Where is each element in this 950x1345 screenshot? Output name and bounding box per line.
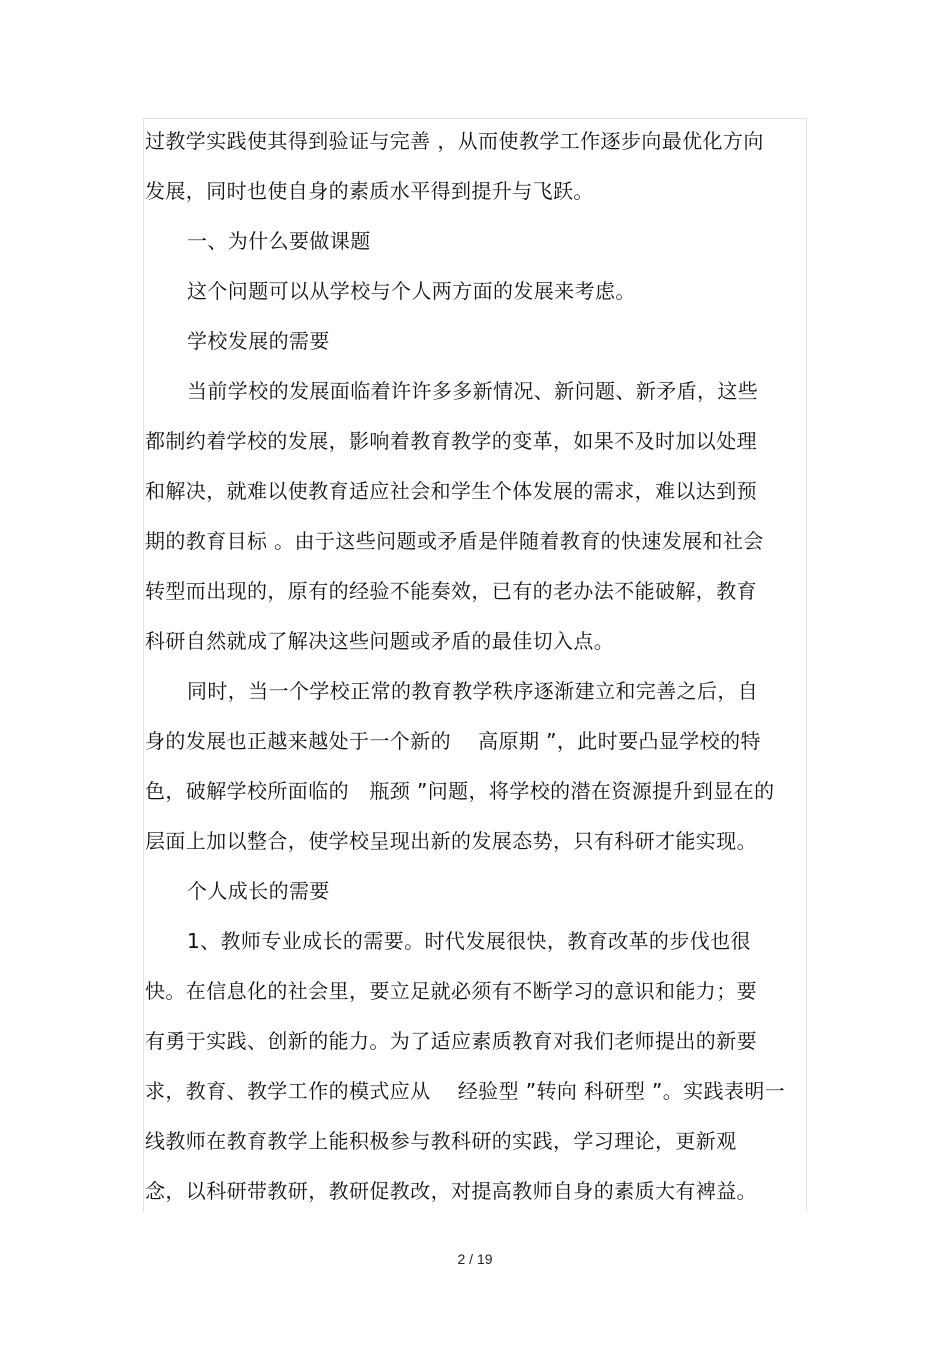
text-line: 都制约着学校的发展，影响着教育教学的变革，如果不及时加以处理 bbox=[145, 429, 757, 453]
page-number: 2 / 19 bbox=[457, 1251, 493, 1267]
section-heading: 一、为什么要做课题 bbox=[187, 229, 371, 253]
text-line: 求，教育、教学工作的模式应从 经验型 ”转向 科研型 ”。实践表明一 bbox=[145, 1079, 786, 1103]
text-line: 有勇于实践、创新的能力。为了适应素质教育对我们老师提出的新要 bbox=[145, 1029, 757, 1053]
text-line: 转型而出现的，原有的经验不能奏效，已有的老办法不能破解，教育 bbox=[145, 579, 757, 603]
document-body bbox=[145, 116, 795, 1216]
text-line: 发展，同时也使自身的素质水平得到提升与飞跃。 bbox=[145, 179, 594, 203]
subsection-heading: 个人成长的需要 bbox=[187, 879, 330, 903]
text-line: 当前学校的发展面临着许许多多新情况、新问题、新矛盾，这些 bbox=[187, 379, 759, 403]
text-line: 快。在信息化的社会里，要立足就必须有不断学习的意识和能力；要 bbox=[145, 979, 757, 1003]
text-line: 期的教育目标 。由于这些问题或矛盾是伴随着教育的快速发展和社会 bbox=[145, 529, 764, 553]
text-line: 线教师在教育教学上能积极参与教科研的实践，学习理论，更新观 bbox=[145, 1129, 737, 1153]
text-line: 和解决，就难以使教育适应社会和学生个体发展的需求，难以达到预 bbox=[145, 479, 757, 503]
text-line: 念，以科研带教研，教研促教改，对提高教师自身的素质大有裨益。 bbox=[145, 1179, 757, 1203]
subsection-heading: 学校发展的需要 bbox=[187, 329, 330, 353]
text-line: 同时，当一个学校正常的教育教学秩序逐渐建立和完善之后，自 bbox=[187, 679, 759, 703]
text-line: 过教学实践使其得到验证与完善 ，从而使教学工作逐步向最优化方向 bbox=[145, 129, 764, 153]
text-line: 色，破解学校所面临的 瓶颈 ”问题，将学校的潜在资源提升到显在的 bbox=[145, 779, 775, 803]
text-line: 1、教师专业成长的需要。时代发展很快，教育改革的步伐也很 bbox=[187, 929, 751, 953]
text-line: 层面上加以整合，使学校呈现出新的发展态势，只有科研才能实现。 bbox=[145, 829, 757, 853]
text-line: 科研自然就成了解决这些问题或矛盾的最佳切入点。 bbox=[145, 629, 615, 653]
text-line: 这个问题可以从学校与个人两方面的发展来考虑。 bbox=[187, 279, 636, 303]
text-line: 身的发展也正越来越处于一个新的 高原期 ”，此时要凸显学校的特 bbox=[145, 729, 761, 753]
